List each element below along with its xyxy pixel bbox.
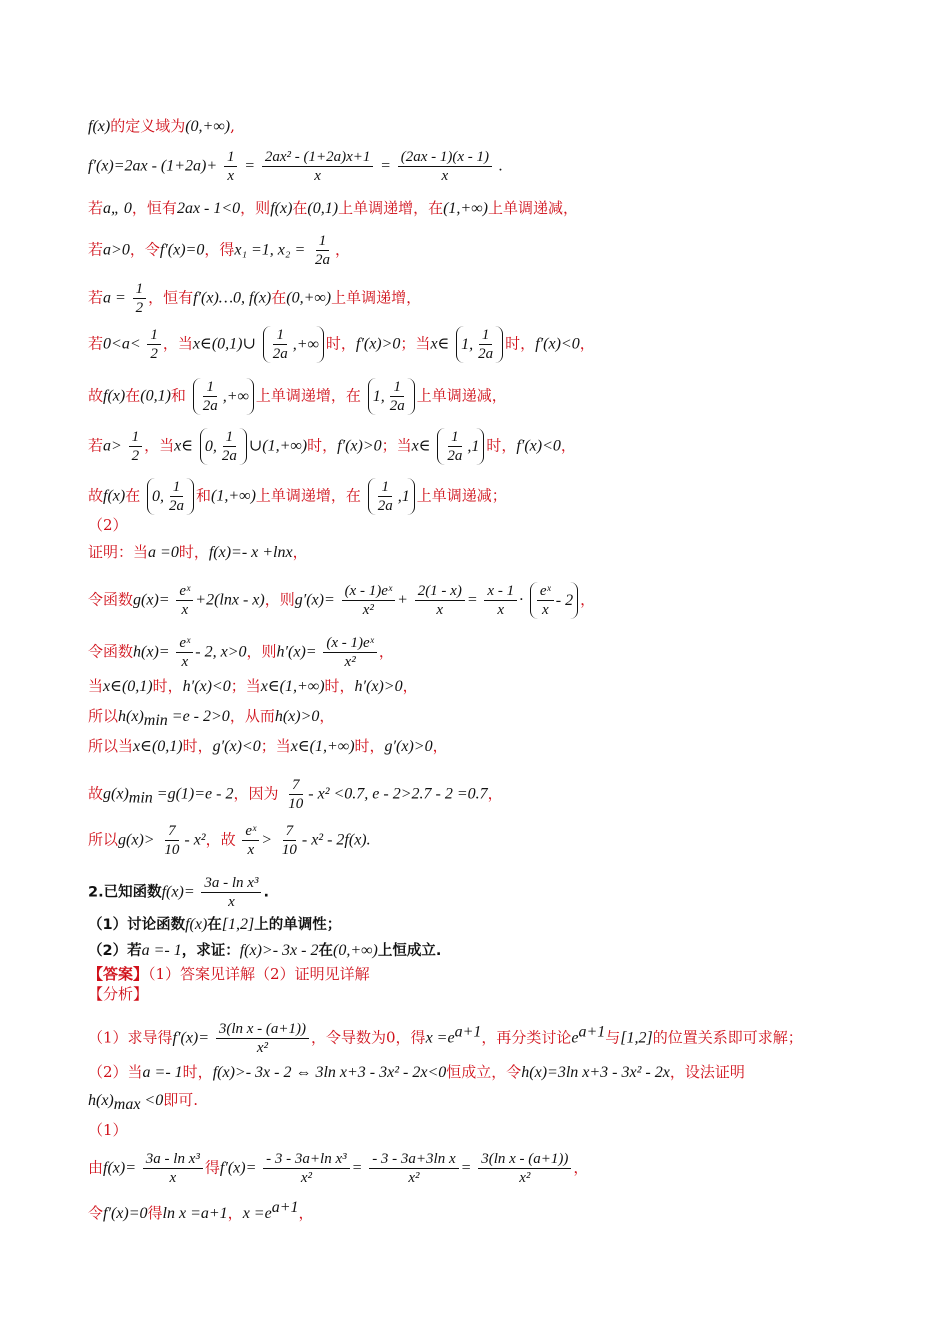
solution-critical-point: 令f′(x)=0得ln x =a+1，$x =e^{a+1}$， <box>88 1199 314 1222</box>
analysis-2: （2）当a =- 1时，f(x)>- 3x - 2 ⇔ 3ln x+3 - 3x² - 2x<0恒成立，令h(x)=3ln x+3 - 3x² - 2x，设法证明 <box>88 1063 745 1081</box>
interval: $\frac{1}{2a}$ ,1 <box>368 478 415 515</box>
line-conclusion-1: 故f(x)在(0,1)和 $\frac{1}{2a}$ ,+∞ 上单调递增，在 1, $\frac{1}{2a}$ 上单调递减， <box>88 379 507 414</box>
fraction: $\frac{1}{2}$ <box>133 280 147 317</box>
line-case-a-le-0: 若a„ 0，恒有2ax - 1<0，则f(x)在(0,1)上单调递增，在(1,+∞)上单调递减， <box>88 199 578 217</box>
fraction: $\frac{\text{(x - 1)eˣ}}{\text{x²}}$ <box>323 634 377 671</box>
line-h-min: 所以$h(x)_{min} =e - 2>0$，从而h(x)>0， <box>88 707 335 729</box>
line-g-function: 令函数g(x)= $\frac{\text{eˣ}}{x}$ +2(lnx - x)，则g′(x)= $\frac{\text{(x - 1)eˣ}}{\text{x²}}$ + $\frac{2(1 - x)}{x}$ = $\frac{x - 1}{x}$ · $\frac{\text{eˣ}}{x}$ - 2 ， <box>88 583 596 618</box>
fraction: $\frac{7}{10}$ <box>288 777 304 812</box>
line-proof-start: 证明：当a =0时，f(x)=- x +lnx， <box>88 543 308 561</box>
line-g-min: 故$g(x)_{min} =g(1)=e - 2$，因为 $\frac{7}{10}$ - x² <0.7, e - 2>2.7 - 2 =0.7， <box>88 777 503 812</box>
part-2-label: （2） <box>88 516 128 534</box>
interval: 0, $\frac{1}{2a}$ <box>147 478 194 515</box>
analysis-1: （1）求导得f′(x)= $\frac{\text{3(ln x - (a+1))}}{\text{x²}}$ ，令导数为0，得$x =e^{a+1}$，再分类讨论$e^{a+1}$与[1,2]的位置关系即可求解； <box>88 1021 803 1056</box>
fraction: $\frac{1}{x}$ <box>224 148 238 185</box>
line-case-a-gt-half: 若a> $\frac{1}{2}$ ，当x∈ 0, $\frac{1}{2a}$ ∪(1,+∞)时，f′(x)>0；当x∈ $\frac{1}{2a}$ ,1 时，f′(x)<0， <box>88 429 576 464</box>
line-domain: f(x)的定义域为(0,+∞), <box>88 117 235 135</box>
fraction: $\frac{7}{10}$ <box>164 823 180 858</box>
question-2-part-2: （2）若a =- 1，求证：f(x)>- 3x - 2在(0,+∞)上恒成立. <box>88 942 442 959</box>
interval: $\frac{1}{2a}$ ,1 <box>437 428 484 465</box>
line-h-monotonic: 当x∈(0,1)时，h′(x)<0；当x∈(1,+∞)时，h′(x)>0， <box>88 677 418 695</box>
fraction: $\frac{\text{2ax² - (1+2a)x+1}}{x}$ <box>262 148 374 185</box>
fraction: $\frac{\text{eˣ}}{x}$ <box>242 822 259 859</box>
fraction: $\frac{\text{3a - ln x³}}{x}$ <box>201 874 261 911</box>
question-2-title: 2.已知函数f(x)= $\frac{\text{3a - ln x³}}{x}$ . <box>88 875 269 910</box>
interval: 0, $\frac{1}{2a}$ <box>200 428 247 465</box>
answer-line: 【答案】（1）答案见详解（2）证明见详解 <box>88 965 370 983</box>
bracket: $\frac{\text{eˣ}}{x}$ - 2 <box>530 582 578 619</box>
fraction: $\frac{\text{3(ln x - (a+1))}}{\text{x²}}$ <box>478 1150 571 1187</box>
interval: 1, $\frac{1}{2a}$ <box>368 378 415 415</box>
line-final: 所以g(x)> $\frac{7}{10}$ - x²，故 $\frac{\text{eˣ}}{x}$ > $\frac{7}{10}$ - x² - 2f(x). <box>88 823 371 858</box>
fraction: $\frac{\text{- 3 - 3a+3ln x}}{\text{x²}}$ <box>369 1150 458 1187</box>
fraction: $\frac{\text{eˣ}}{x}$ <box>176 634 193 671</box>
fraction: $\frac{\text{- 3 - 3a+ln x³}}{\text{x²}}$ <box>263 1150 349 1187</box>
line-case-a-half: 若a = $\frac{1}{2}$ ，恒有f′(x)…0, f(x)在(0,+∞)上单调递增， <box>88 281 422 316</box>
analysis-label: 【分析】 <box>88 985 149 1003</box>
line-g-monotonic: 所以当x∈(0,1)时，g′(x)<0；当x∈(1,+∞)时，g′(x)>0， <box>88 737 448 755</box>
fraction: $\frac{\text{(x - 1)eˣ}}{\text{x²}}$ <box>342 582 396 619</box>
fraction: $\frac{7}{10}$ <box>281 823 297 858</box>
line-case-a-gt-0: 若a>0，令f′(x)=0，得x₁ =1, x₂ = $\frac{1}{2a}$ ， <box>88 233 351 268</box>
fraction: $\frac{1}{2}$ <box>129 428 143 465</box>
line-case-a-lt-half: 若0<a< $\frac{1}{2}$ ，当x∈(0,1)∪ $\frac{1}{2a}$ ,+∞ 时，f′(x)>0；当x∈ 1, $\frac{1}{2a}$ 时，f′(x)<0， <box>88 327 595 362</box>
interval: 1, $\frac{1}{2a}$ <box>456 326 503 363</box>
fraction: $\frac{2(1 - x)}{x}$ <box>415 582 465 619</box>
interval: $\frac{1}{2a}$ ,+∞ <box>263 326 324 363</box>
analysis-3: $h(x)_{max} <0$即可. <box>88 1091 198 1113</box>
solution-part-1-label: （1） <box>88 1121 128 1139</box>
line-derivative: f′(x)=2ax - (1+2a)+ $\frac{1}{x}$ = $\frac{\text{2ax² - (1+2a)x+1}}{x}$ = $\frac{(2ax - 1)(x - 1)}{x}$ . <box>88 149 503 184</box>
fraction: $\frac{\text{3(ln x - (a+1))}}{\text{x²}}$ <box>216 1020 309 1057</box>
fraction: $\frac{\text{3a - ln x³}}{x}$ <box>143 1150 203 1187</box>
fraction: $\frac{1}{2}$ <box>147 326 161 363</box>
line-conclusion-2: 故f(x)在 0, $\frac{1}{2a}$ 和(1,+∞)上单调递增，在 $\frac{1}{2a}$ ,1 上单调递减； <box>88 479 507 514</box>
solution-derivative: 由f(x)= $\frac{\text{3a - ln x³}}{x}$ 得f′(x)= $\frac{\text{- 3 - 3a+ln x³}}{\text{x²}}$ = $\frac{\text{- 3 - 3a+3ln x}}{\text{x²}}$ = $\frac{\text{3(ln x - (a+1))}}{\text{x²}}$ ， <box>88 1151 589 1186</box>
fraction: $\frac{\text{eˣ}}{x}$ <box>176 582 193 619</box>
fraction: $\frac{x - 1}{x}$ <box>484 582 517 619</box>
question-2-part-1: （1）讨论函数f(x)在[1,2]上的单调性； <box>88 916 342 933</box>
fraction: $\frac{1}{2a}$ <box>315 233 331 268</box>
fraction: $\frac{(2ax - 1)(x - 1)}{x}$ <box>398 148 492 185</box>
line-h-function: 令函数h(x)= $\frac{\text{eˣ}}{x}$ - 2, x>0，则h′(x)= $\frac{\text{(x - 1)eˣ}}{\text{x²}}$ ， <box>88 635 394 670</box>
interval: $\frac{1}{2a}$ ,+∞ <box>193 378 254 415</box>
